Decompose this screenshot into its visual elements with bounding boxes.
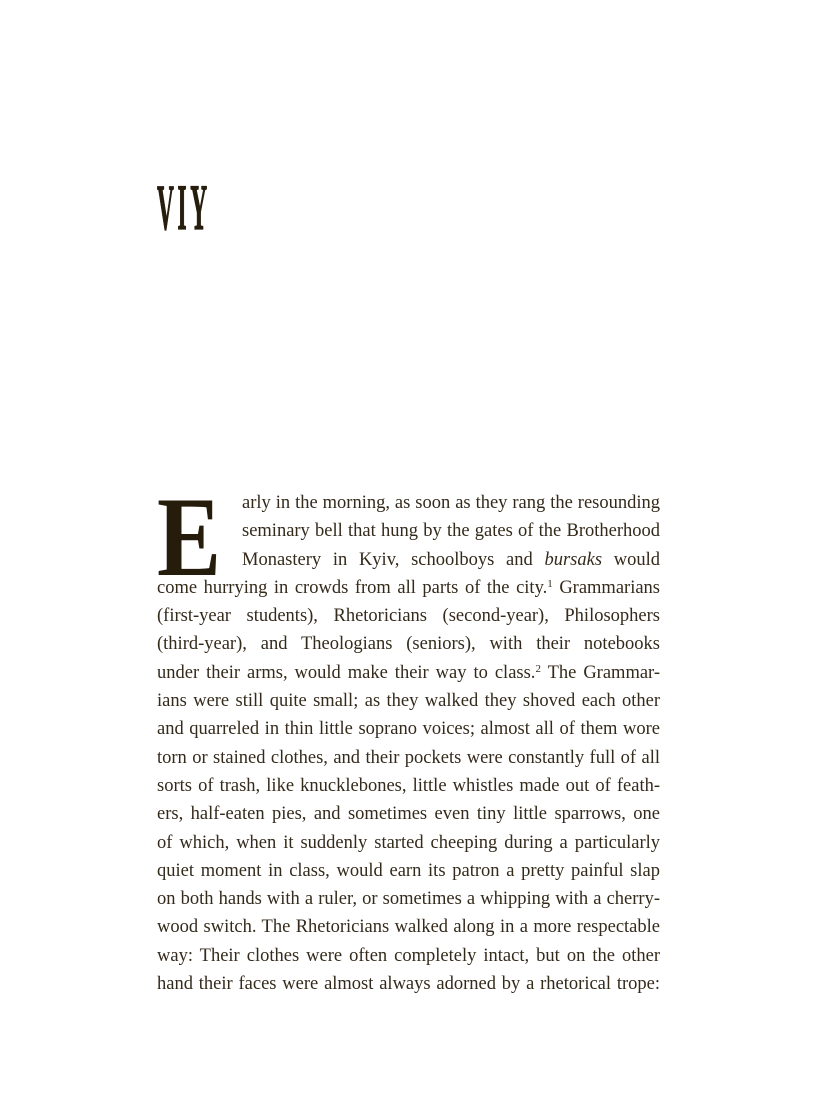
text-run: The Grammar- bbox=[540, 662, 660, 683]
text-line bbox=[157, 744, 660, 772]
text-line bbox=[157, 800, 660, 828]
footnote-ref: 2 bbox=[535, 662, 541, 675]
text-line bbox=[242, 517, 660, 545]
text-run: bursaks bbox=[544, 549, 603, 570]
text-run: on both hands with a ruler, or sometimes a whipping with a cherry- bbox=[157, 889, 660, 910]
body-text-block bbox=[157, 475, 660, 998]
text-run: Monastery in Kyiv, schoolboys and bbox=[242, 549, 545, 570]
text-line bbox=[157, 687, 660, 715]
text-line bbox=[157, 630, 660, 658]
text-run: and quarreled in thin little soprano voices; almost all of them wore bbox=[157, 719, 660, 740]
text-run: torn or stained clothes, and their pockets were constantly full of all bbox=[157, 747, 660, 768]
text-run: come hurrying in crowds from all parts of the city. bbox=[157, 577, 548, 598]
text-line bbox=[157, 659, 660, 687]
text-run: Grammarians bbox=[552, 577, 660, 598]
text-run: hand their faces were almost always adorned by a rhetorical trope: bbox=[157, 974, 660, 995]
text-line bbox=[157, 574, 660, 602]
text-line bbox=[157, 913, 660, 941]
text-line bbox=[157, 885, 660, 913]
text-line bbox=[157, 942, 660, 970]
text-run: ians were still quite small; as they walked they shoved each other bbox=[157, 691, 660, 712]
text-line bbox=[157, 715, 660, 743]
drop-cap: E bbox=[157, 475, 222, 600]
text-run: would bbox=[602, 549, 660, 570]
text-run: (first-year students), Rhetoricians (second-year), Philosophers bbox=[157, 606, 660, 627]
text-run: quiet moment in class, would earn its patron a pretty painful slap bbox=[157, 860, 660, 881]
text-line bbox=[157, 602, 660, 630]
text-run: seminary bell that hung by the gates of the Brotherhood bbox=[242, 521, 660, 542]
paragraph bbox=[157, 489, 660, 998]
text-run: ers, half-eaten pies, and sometimes even tiny little sparrows, one bbox=[157, 804, 660, 825]
text-run: way: Their clothes were often completely intact, but on the other bbox=[157, 945, 660, 966]
text-line bbox=[157, 829, 660, 857]
text-run: sorts of trash, like knucklebones, little whistles made out of feath- bbox=[157, 775, 660, 796]
text-line bbox=[157, 970, 660, 998]
text-run: arly in the morning, as soon as they rang the resounding bbox=[242, 493, 660, 513]
text-line bbox=[242, 489, 660, 517]
text-line bbox=[157, 857, 660, 885]
text-line bbox=[157, 772, 660, 800]
text-line bbox=[242, 546, 660, 574]
chapter-title: VIY bbox=[157, 172, 211, 244]
footnote-ref: 1 bbox=[547, 577, 553, 590]
text-run: wood switch. The Rhetoricians walked along in a more respectable bbox=[157, 917, 660, 938]
text-run: of which, when it suddenly started cheeping during a particularly bbox=[157, 832, 660, 853]
text-run: under their arms, would make their way to class. bbox=[157, 662, 536, 683]
text-run: (third-year), and Theologians (seniors), with their notebooks bbox=[157, 634, 660, 655]
